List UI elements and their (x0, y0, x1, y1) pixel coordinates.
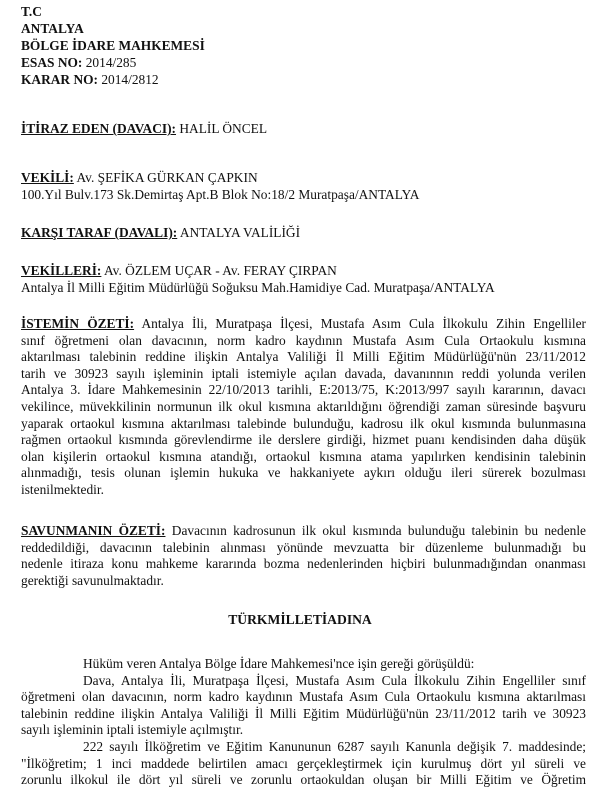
istem-line: aktarılması talebinin reddine ilişkin Antalya Valiliği İl Milli Eğitim Müdürlüğü'nün 23/11/2012 (21, 349, 586, 365)
istem-line: olan kişilerin ortaokul kısmına atandığı, ortaokul kısmına atama yapılırken kendisinin talebinin (21, 448, 586, 464)
savunma-ozeti (21, 523, 586, 589)
esas-no (21, 55, 586, 72)
kanun-line: "İlköğretim; 1 inci maddede belirtilen amacı gerçekleştirmek için kurulmuş dört yıl süreli ve (21, 755, 586, 771)
vekili-label: VEKİLİ: (21, 170, 74, 185)
istem-line: Antalya 3. İdare Mahkemesinin 22/10/2013 tarihli, E:2013/75, K:2013/997 sayılı kararının, davacı (21, 382, 586, 398)
karar-value: 2014/2812 (98, 72, 159, 87)
itiraz-value: HALİL ÖNCEL (176, 121, 268, 136)
vekili (21, 170, 586, 187)
header-court: BÖLGE İDARE MAHKEMESİ (21, 38, 205, 53)
vekilleri-value: Av. ÖZLEM UÇAR - Av. FERAY ÇIRPAN (101, 263, 337, 278)
vekili-address: 100.Yıl Bulv.173 Sk.Demirtaş Apt.B Blok No:18/2 Muratpaşa/ANTALYA (21, 187, 420, 202)
savunma-line: SAVUNMANIN ÖZETİ: Davacının kadrosunun ilk okul kısmında bulunduğu talebinin bu nedenle (21, 523, 586, 538)
istem-line: İSTEMİN ÖZETİ: Antalya İli, Muratpaşa İlçesi, Mustafa Asım Cula İlkokulu Zihin Engelliler (21, 316, 586, 331)
vekilleri-label: VEKİLLERİ: (21, 263, 102, 278)
karsi-taraf (21, 225, 586, 242)
savunma-label: SAVUNMANIN ÖZETİ: (21, 523, 166, 538)
kanun-line: 222 sayılı İlköğretim ve Eğitim Kanununun 6287 sayılı Kanunla değişik 7. maddesinde; (83, 738, 586, 754)
vekilleri (21, 263, 586, 280)
istem-line: vekilince, müvekkilinin normunun ilk okul kısmına aktarıldığını öğrendiği zaman süresinde başvuru (21, 398, 586, 414)
karar-label: KARAR NO: (21, 72, 98, 87)
istem-line: alınmadığı, tesis olunan işlemin hukuka ve hakkaniyete aykırı olduğu ileri sürerek bozulması (21, 465, 586, 481)
istem-line: rağmen ortaokul kısmında görevlendirme ile derslere girdiği, hizmet puanı kendisinden daha düşük (21, 432, 586, 448)
esas-label: ESAS NO: (21, 55, 83, 70)
dava-line: talebinin reddine ilişkin Antalya Valiliği İl Milli Eğitim Müdürlüğü'nün 23/11/2012 tarih ve 30923 (21, 705, 586, 721)
header-city: ANTALYA (21, 21, 84, 36)
istem-line: yaparak ortaokul kısmına aktarılması talebinde bulunduğu, kadrosu ilk okul kısmında bulunmasına (21, 415, 586, 431)
dava-line: Dava, Antalya İli, Muratpaşa İlçesi, Mustafa Asım Cula İlkokulu Zihin Engelliler sınıf (83, 672, 586, 688)
savunma-line: nedenle itiraza konu mahkeme kararında bozma nedenlerinden hiçbiri bulunmadığından onanması (21, 556, 586, 572)
karsi-value: ANTALYA VALİLİĞİ (177, 225, 301, 240)
vekili-value: Av. ŞEFİKA GÜRKAN ÇAPKIN (73, 170, 258, 185)
dava-line: öğretmeni olan davacının, norm kadro kaydının Mustafa Asım Cula Ortaokulu kısmına aktarılması (21, 689, 586, 705)
hukum-section (21, 656, 586, 789)
dava-line: sayılı işleminin iptali istemiyle açılmıştır. (21, 722, 244, 738)
esas-value: 2014/285 (82, 55, 137, 70)
istem-line: sınıf öğretmeni olan davacının, norm kadro kaydının Mustafa Asım Cula Ortaokulu kısmına (21, 332, 586, 348)
karsi-label: KARŞI TARAF (DAVALI): (21, 225, 178, 240)
savunma-line: reddedildiği, davacının talebinin alınması yönünde mevzuatta bir düzenleme bulunmadığı bu (21, 539, 586, 555)
header-tc: T.C (21, 4, 42, 19)
istem-line: tarih ve 30923 sayılı işleminin iptali istemiyle açılan davada, davanınnın reddi yolunda verilen (21, 365, 586, 381)
itiraz-eden (21, 121, 586, 138)
istem-label: İSTEMİN ÖZETİ: (21, 316, 135, 331)
savunma-line: gerektiği savunulmaktadır. (21, 572, 164, 588)
istem-line: istenilmektedir. (21, 481, 104, 497)
kanun-line: zorunlu ilkokul ile dört yıl süreli ve zorunlu ortaokuldan oluşan bir Milli Eğitim ve Öğretim (21, 772, 586, 788)
karar-no (21, 72, 586, 89)
vekilleri-address: Antalya İl Milli Eğitim Müdürlüğü Soğuksu Mah.Hamidiye Cad. Muratpaşa/ANTALYA (21, 280, 495, 295)
section-title: TÜRKMİLLETİADINA (228, 612, 372, 627)
hukum-intro: Hüküm veren Antalya Bölge İdare Mahkemesi'nce işin gereği görüşüldü: (83, 656, 475, 671)
istem-ozeti (21, 316, 586, 499)
itiraz-label: İTİRAZ EDEN (DAVACI): (21, 121, 177, 136)
